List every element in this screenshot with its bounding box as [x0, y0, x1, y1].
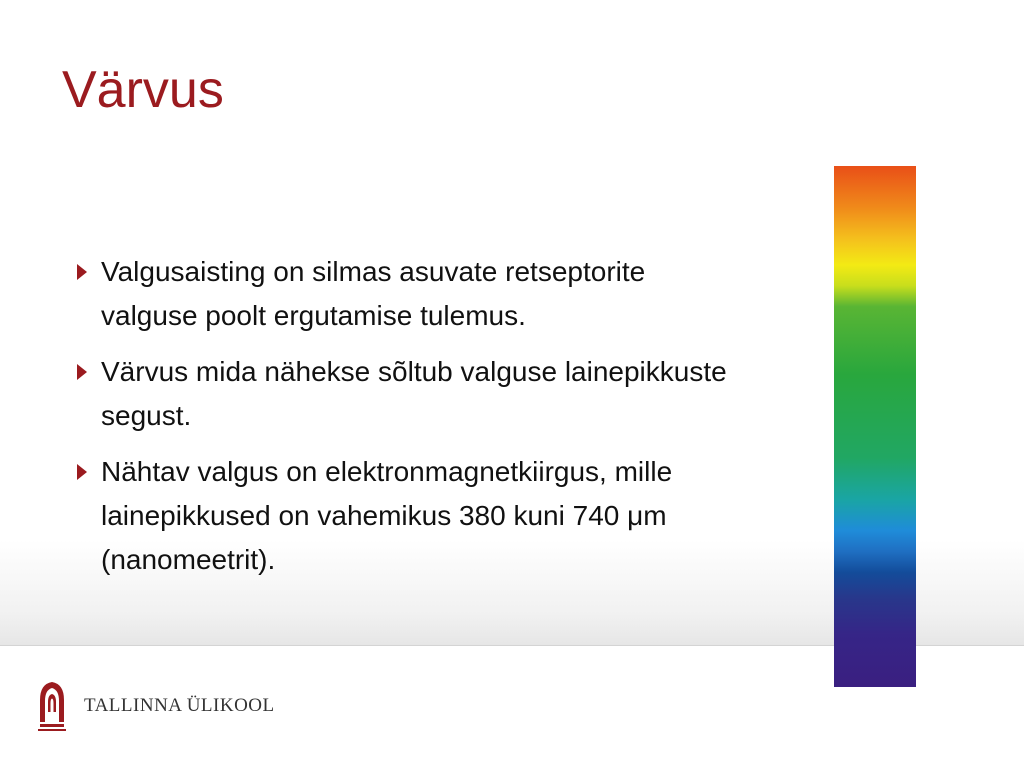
slide-title: Värvus: [62, 61, 224, 119]
university-arch-icon: [34, 678, 70, 734]
logo-text: TALLINNA ÜLIKOOL: [84, 695, 275, 716]
bullet-text: Värvus mida nähekse sõltub valguse lainepikkuste segust.: [101, 356, 727, 431]
bullet-list: [72, 250, 742, 594]
bullet-item: [72, 250, 742, 338]
triangle-right-icon: [77, 364, 87, 380]
triangle-right-icon: [77, 264, 87, 280]
bullet-text: Valgusaisting on silmas asuvate retseptorite valguse poolt ergutamise tulemus.: [101, 256, 646, 331]
triangle-right-icon: [77, 464, 87, 480]
color-spectrum-bar: [834, 166, 916, 687]
bullet-text: Nähtav valgus on elektronmagnetkiirgus, mille lainepikkused on vahemikus 380 kuni 740 μm (nanomeetrit).: [101, 456, 673, 575]
bullet-item: [72, 450, 742, 582]
bullet-item: [72, 350, 742, 438]
university-logo: [34, 678, 275, 734]
